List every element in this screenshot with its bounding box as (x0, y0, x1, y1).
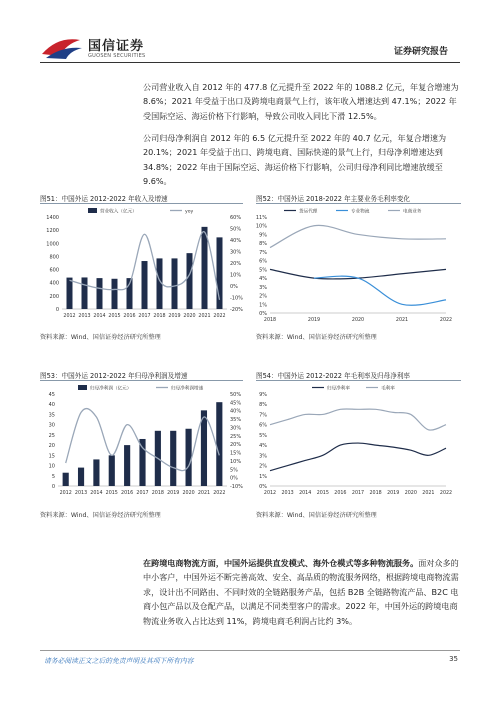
chart51-ytick-left: 1200 (46, 228, 59, 235)
paragraph-cross-border-lead: 在跨境电商物流方面，中国外运提供直发模式、海外仓模式等多种物流服务。 (143, 558, 419, 568)
chart52-xtick: 2018 (263, 318, 277, 323)
chart51-ytick-right: -10% (230, 295, 243, 302)
chart54-xtick: 2012 (263, 491, 277, 496)
chart51-xtick: 2012 (63, 314, 76, 319)
chart52-ytick: 11% (255, 215, 267, 221)
chart51-bar (202, 227, 208, 309)
chart54-ytick: 9% (259, 392, 267, 398)
chart53-ytick-right: 0% (230, 475, 238, 482)
chart52-legend-label: 电商业务 (403, 209, 422, 215)
chart53-legend-bar-label: 归母净利润（亿元） (90, 386, 132, 392)
chart54-ytick: 3% (259, 453, 267, 460)
chart51-ytick-right: 10% (230, 272, 242, 279)
chart53-ytick-right: -10% (230, 484, 243, 490)
chart53-xtick: 2021 (197, 491, 211, 496)
chart54-xtick: 2017 (351, 491, 365, 496)
chart54-xtick: 2013 (281, 491, 294, 496)
chart52-xtick: 2020 (351, 318, 365, 323)
chart52-xtick: 2022 (439, 318, 453, 323)
chart51-xtick: 2016 (123, 314, 136, 319)
chart51-legend-line-label: yoy (185, 209, 194, 215)
chart51-xtick: 2019 (168, 314, 181, 319)
chart51-ytick-right: 50% (230, 226, 242, 233)
chart51-xtick: 2022 (213, 314, 226, 319)
chart54-ytick: 6% (259, 422, 267, 429)
chart53-ytick-right: 20% (230, 442, 242, 449)
chart54-xtick: 2015 (316, 491, 329, 496)
chart54-ytick: 5% (259, 432, 267, 439)
chart54-xtick: 2018 (369, 491, 382, 496)
logo-name: 国信证券 (88, 39, 145, 54)
chart53-ytick-right: 50% (230, 392, 242, 398)
chart53-ytick-left: 0 (51, 484, 55, 490)
chart54-ytick: 7% (259, 412, 267, 419)
chart51-ytick-right: 40% (230, 238, 242, 244)
fig53-chart (40, 382, 245, 500)
chart53-xtick: 2018 (151, 491, 164, 496)
chart53-ytick-right: 35% (230, 417, 242, 424)
chart53-xtick: 2016 (121, 491, 134, 496)
fig54-caption-line (256, 380, 461, 381)
chart54-ytick: 2% (259, 463, 267, 470)
fig52-source: 资料来源：Wind、国信证券经济研究所整理 (256, 334, 377, 341)
chart53-ytick-right: 25% (230, 433, 242, 440)
chart53-ytick-right: 45% (230, 400, 242, 407)
chart53-ytick-right: 30% (230, 425, 242, 432)
chart53-ytick-left: 25 (48, 432, 55, 439)
chart51-ytick-right: 20% (230, 261, 242, 267)
chart53-ytick-left: 10 (48, 463, 55, 470)
chart54-xtick: 2021 (422, 491, 435, 496)
chart52-ytick: 0% (259, 311, 267, 317)
chart52-ytick: 5% (259, 267, 267, 274)
chart52-ytick: 4% (259, 276, 267, 283)
chart53-bar (124, 445, 130, 486)
chart52-legend-label: 专业物流 (351, 209, 370, 215)
chart54-legend-label: 毛利率 (381, 386, 395, 392)
chart52-series-line (314, 276, 446, 305)
fig52-chart (252, 205, 462, 327)
report-type: 证券研究报告 (393, 47, 448, 57)
fig52-caption: 图52：中国外运 2018-2022 年主要业务毛利率变化 (256, 195, 411, 203)
chart54-xtick: 2014 (299, 491, 312, 496)
chart53-ytick-left: 35 (48, 412, 55, 419)
chart51-xtick: 2020 (183, 314, 196, 319)
footer-disclaimer: 请务必阅读正文之后的免责声明及其项下所有内容 (44, 657, 194, 665)
chart54-xtick: 2016 (334, 491, 347, 496)
fig51-caption-line (40, 203, 243, 204)
chart52-ytick: 1% (259, 302, 267, 309)
chart51-xtick: 2017 (138, 314, 151, 319)
fig54-caption: 图54：中国外运 2012-2022 年毛利率及归母净利率 (256, 372, 411, 380)
chart51-bar (187, 253, 193, 309)
chart54-ytick: 4% (259, 443, 267, 450)
chart54-xtick: 2022 (439, 491, 453, 496)
chart54-ytick: 1% (259, 473, 267, 480)
paragraph-net-profit: 公司归母净利润自 2012 年的 6.5 亿元提升至 2022 年的 40.7 亿元，年复合增速为 20.1%；2021 年受益于出口、跨境电商、国际快递的景气上行，归母净利增速达到 34.8%；2022 年由于国际空运、海运价格下行影响，公司归母净利同比增速放缓至 9.6%。 (143, 133, 447, 187)
chart53-ytick-left: 20 (48, 443, 55, 450)
fig52-caption-line (256, 203, 461, 204)
chart53-ytick-left: 30 (48, 422, 55, 429)
chart53-ytick-right: 5% (230, 467, 238, 474)
chart52-ytick: 10% (255, 223, 267, 230)
chart53-xtick: 2015 (105, 491, 118, 496)
fig51-chart (40, 205, 245, 323)
chart51-bar (82, 277, 88, 309)
chart53-bar (139, 439, 145, 486)
chart51-ytick-right: -20% (230, 307, 243, 313)
chart51-ytick-left: 1000 (46, 241, 59, 248)
chart54-series-line (270, 443, 446, 471)
header-divider (40, 62, 460, 63)
chart53-ytick-left: 45 (48, 392, 55, 398)
chart54-xtick: 2020 (404, 491, 417, 496)
chart51-xtick: 2018 (153, 314, 166, 319)
chart53-xtick: 2013 (74, 491, 88, 496)
fig51-source: 资料来源：Wind、国信证券经济研究所整理 (40, 334, 161, 341)
chart51-bar (97, 278, 103, 309)
chart51-ytick-left: 800 (49, 254, 59, 261)
logo-english-name: GUOSEN SECURITIES (88, 53, 146, 59)
chart51-legend-bar-swatch (88, 208, 97, 213)
fig54-chart (252, 382, 462, 500)
page-number: 35 (449, 655, 458, 663)
fig53-source: 资料来源：Wind、国信证券经济研究所整理 (40, 512, 161, 519)
chart51-xtick: 2014 (93, 314, 106, 319)
chart53-ytick-right: 10% (230, 458, 242, 465)
paragraph-cross-border (143, 556, 461, 628)
chart51-xtick: 2021 (198, 314, 211, 319)
chart53-xtick: 2014 (90, 491, 103, 496)
chart53-ytick-right: 40% (230, 408, 242, 415)
chart53-bar (63, 473, 69, 486)
chart51-xtick: 2013 (78, 314, 91, 319)
chart51-ytick-left: 400 (49, 280, 59, 287)
chart53-ytick-left: 5 (51, 473, 55, 480)
chart51-ytick-right: 30% (230, 249, 242, 256)
chart52-legend-label: 货运代理 (299, 209, 318, 215)
chart53-xtick: 2020 (182, 491, 195, 496)
chart54-series-line (270, 409, 446, 430)
chart52-ytick: 8% (259, 241, 267, 248)
chart53-ytick-left: 15 (48, 453, 55, 460)
chart53-legend-line-label: 归母净利润增速 (171, 386, 204, 392)
guosen-logo-icon (40, 34, 84, 60)
chart53-xtick: 2012 (59, 491, 72, 496)
fig53-caption: 图53：中国外运 2012-2022 年归母净利润及增速 (40, 372, 188, 380)
chart53-xtick: 2019 (167, 491, 180, 496)
chart53-ytick-left: 40 (48, 402, 55, 409)
chart53-bar (78, 468, 84, 486)
chart52-series-line (270, 225, 446, 247)
chart52-ytick: 7% (259, 249, 267, 256)
chart51-bar (142, 261, 148, 309)
chart53-bar (93, 459, 99, 486)
chart53-bar (170, 431, 176, 486)
chart52-ytick: 6% (259, 258, 267, 265)
paragraph-revenue: 公司营业收入自 2012 年的 477.8 亿元提升至 2022 年的 1088.2 亿元，年复合增速为 8.6%；2021 年受益于出口及跨境电商景气上行，该年收入增速达到 47.1%；2022 年受国际空运、海运价格下行影响，导致公司收入同比下滑 12.5%。 (143, 82, 459, 121)
chart51-ytick-right: 60% (230, 215, 242, 221)
chart52-xtick: 2019 (307, 318, 321, 323)
fig51-caption: 图51：中国外运 2012-2022 年收入及增速 (40, 195, 168, 203)
chart51-bar (67, 278, 73, 309)
chart53-bar (109, 455, 115, 486)
chart51-legend-bar-label: 营业收入（亿元） (100, 209, 137, 215)
chart51-ytick-left: 600 (49, 267, 59, 274)
chart54-ytick: 8% (259, 402, 267, 409)
chart53-bar (216, 402, 222, 486)
chart51-ytick-left: 1400 (46, 215, 59, 221)
chart51-ytick-right: 0% (230, 284, 238, 290)
chart51-bar (112, 279, 118, 309)
fig54-source: 资料来源：Wind、国信证券经济研究所整理 (256, 512, 377, 519)
chart53-bar (186, 429, 192, 486)
fig53-caption-line (40, 380, 243, 381)
chart53-legend-bar-swatch (78, 385, 87, 390)
chart54-legend-label: 归母净利率 (327, 386, 350, 392)
chart53-ytick-right: 15% (230, 450, 242, 457)
chart52-ytick: 2% (259, 293, 267, 300)
chart51-bar (172, 258, 178, 309)
paragraph-cross-border-body: 面对众多的中小客户，中国外运不断完善高效、安全、高品质的物流服务网络，根据跨境电商物流需求，设计出不同路由、不同时效的全链路服务产品，包括 B2B 全链路物流产品、B2C 电商小包产品以及仓配产品，以满足不同类型客户的需求。2022 年，中国外运的跨境电商物流业务收入占比达到 11%，跨境电商毛利润占比约 3%。 (143, 558, 459, 626)
chart52-ytick: 9% (259, 232, 267, 239)
footer-divider (40, 650, 460, 651)
chart52-xtick: 2021 (395, 318, 409, 323)
chart52-ytick: 3% (259, 284, 267, 291)
chart53-xtick: 2017 (136, 491, 149, 496)
chart54-xtick: 2019 (387, 491, 400, 496)
chart51-ytick-left: 0 (55, 307, 59, 313)
chart51-xtick: 2015 (108, 314, 121, 319)
chart51-ytick-left: 200 (49, 293, 59, 300)
chart54-ytick: 0% (259, 484, 267, 490)
chart53-xtick: 2022 (213, 491, 226, 496)
